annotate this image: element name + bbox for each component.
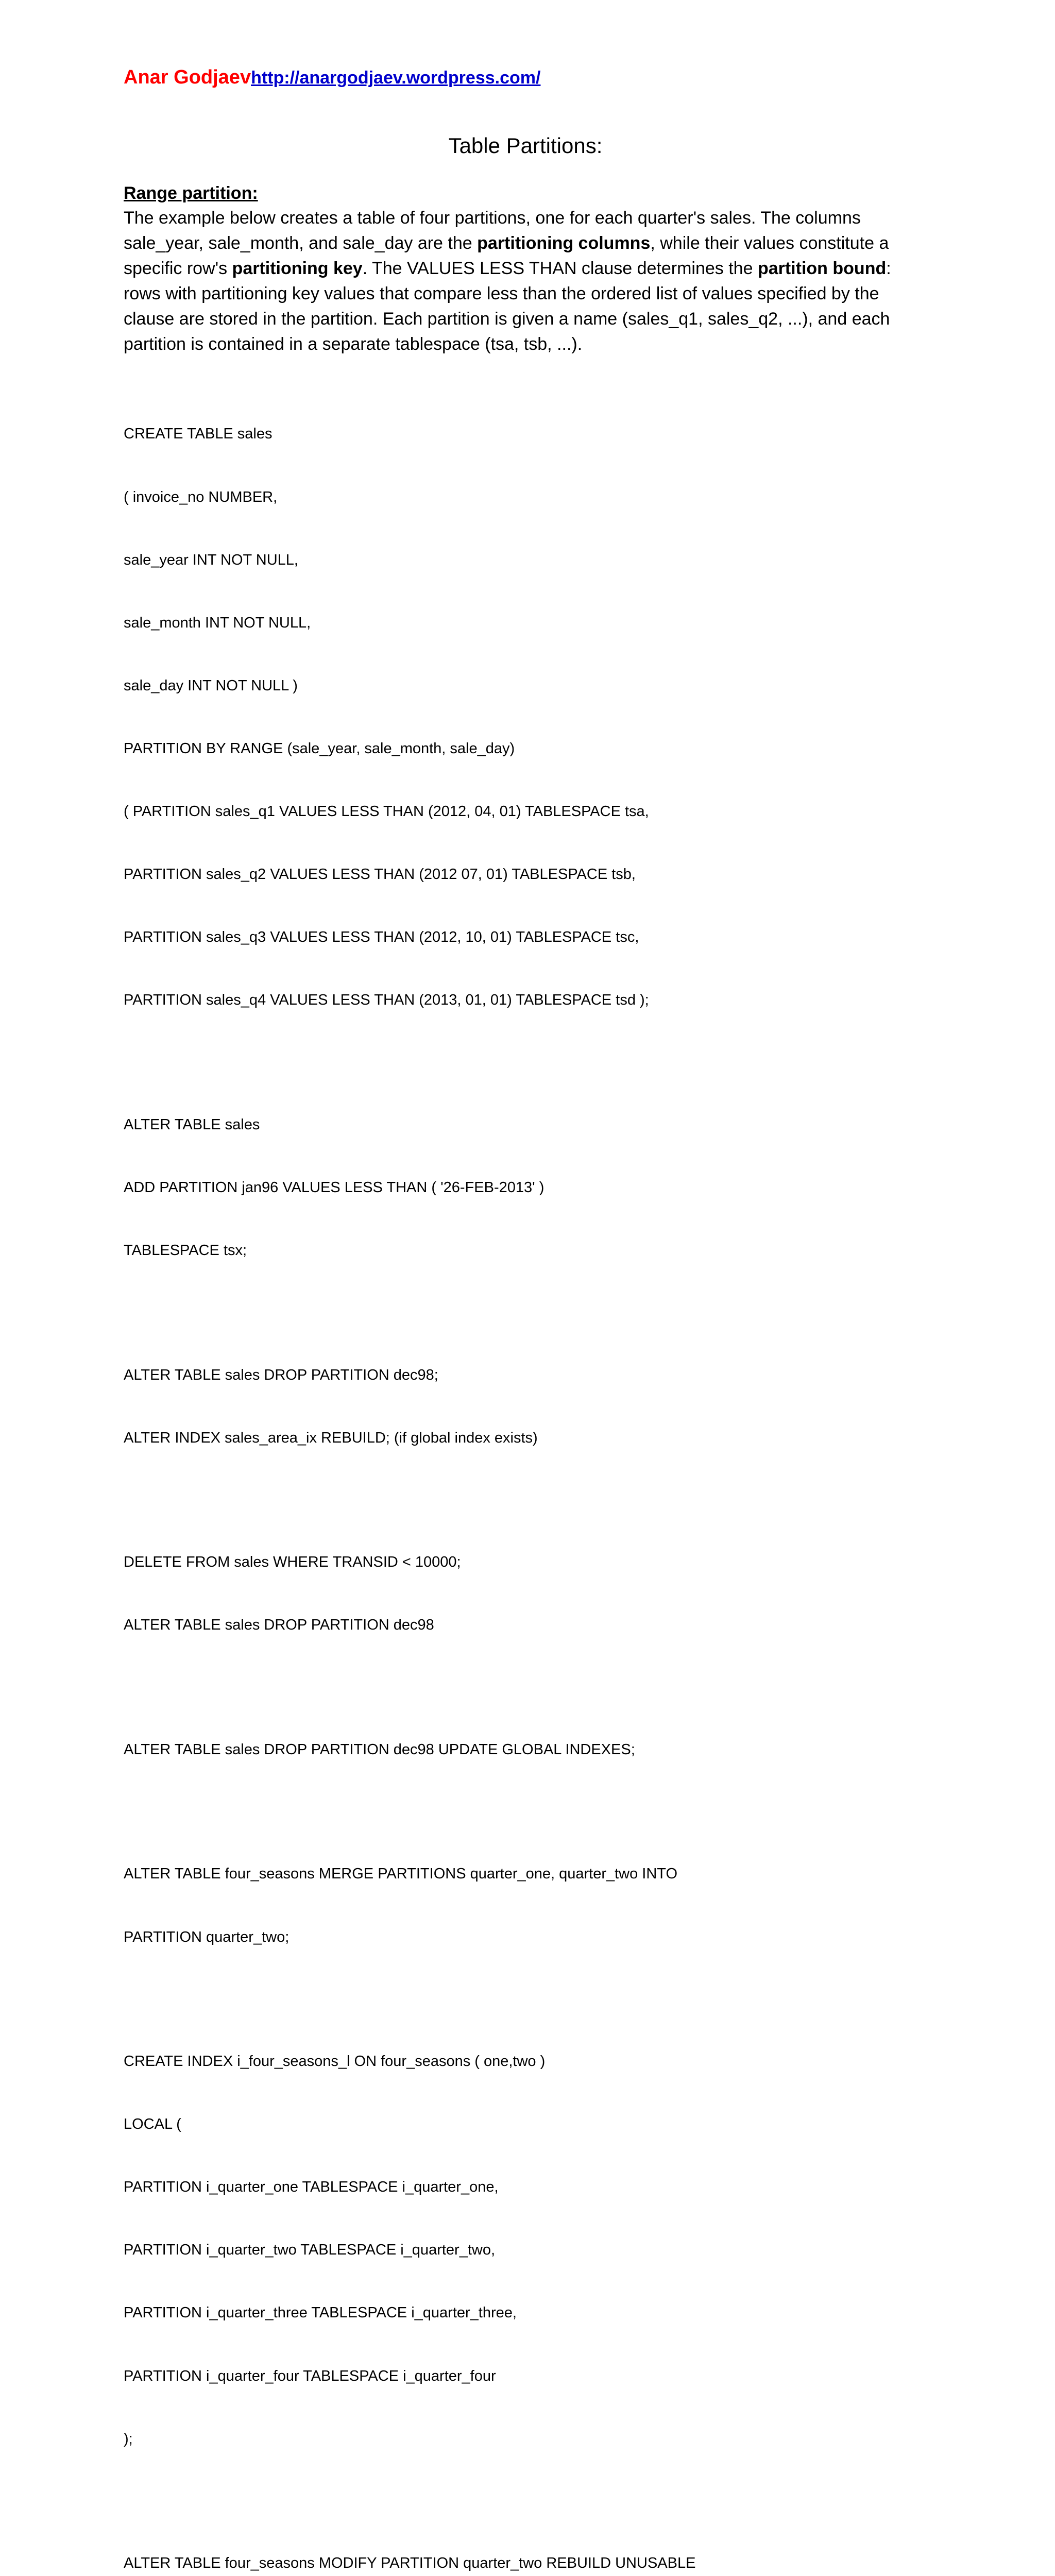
code-block-delete-drop: [124, 1510, 927, 1678]
term-partitioning-key: partitioning key: [232, 259, 363, 278]
section-heading: Range partition:: [124, 183, 258, 203]
code-block-merge-partitions: [124, 1822, 927, 1990]
code-line: PARTITION i_quarter_four TABLESPACE i_quarter_four: [124, 2367, 496, 2384]
code-line: ALTER TABLE sales DROP PARTITION dec98 UPDATE GLOBAL INDEXES;: [124, 1741, 635, 1758]
code-line: sale_month INT NOT NULL,: [124, 614, 311, 631]
code-line: sale_year INT NOT NULL,: [124, 551, 298, 568]
code-line: );: [124, 2430, 133, 2447]
intro-text: : rows with partitioning key values that compare less than the ordered list of values specified by the clause are stored in the partition. Each partition is given a name (sales_q1, sales_q2, ...), and each partition is contained in a separate tablespace (tsa, tsb, ...).: [124, 259, 891, 354]
code-line: ADD PARTITION jan96 VALUES LESS THAN ( '26-FEB-2013' ): [124, 1179, 544, 1196]
code-line: sale_day INT NOT NULL ): [124, 677, 298, 694]
code-block-add-partition: [124, 1073, 927, 1303]
code-block-create-table: [124, 382, 927, 1053]
code-line: DELETE FROM sales WHERE TRANSID < 10000;: [124, 1554, 461, 1571]
code-line: PARTITION sales_q4 VALUES LESS THAN (2013, 01, 01) TABLESPACE tsd );: [124, 992, 649, 1009]
code-line: LOCAL (: [124, 2116, 181, 2133]
code-block-modify-partition: [124, 2511, 927, 2576]
code-line: ALTER TABLE sales DROP PARTITION dec98;: [124, 1366, 438, 1383]
header: [124, 62, 927, 93]
document-page: [124, 62, 927, 2576]
code-line: PARTITION i_quarter_two TABLESPACE i_quarter_two,: [124, 2242, 496, 2259]
code-line: PARTITION BY RANGE (sale_year, sale_month, sale_day): [124, 740, 515, 757]
code-line: ( PARTITION sales_q1 VALUES LESS THAN (2012, 04, 01) TABLESPACE tsa,: [124, 803, 649, 820]
intro-text: . The VALUES LESS THAN clause determines the: [362, 259, 758, 278]
code-line: PARTITION sales_q2 VALUES LESS THAN (2012 07, 01) TABLESPACE tsb,: [124, 866, 636, 883]
blog-link[interactable]: http://anargodjaev.wordpress.com/: [251, 68, 541, 88]
code-line: PARTITION i_quarter_three TABLESPACE i_quarter_three,: [124, 2304, 517, 2321]
author-name: Anar Godjaev: [124, 66, 251, 88]
code-line: ALTER INDEX sales_area_ix REBUILD; (if global index exists): [124, 1429, 538, 1446]
code-line: ALTER TABLE sales: [124, 1116, 260, 1133]
page-title: Table Partitions:: [448, 133, 603, 158]
code-line: PARTITION quarter_two;: [124, 1928, 290, 1945]
intro-text: The example below creates a table of four partitions, one for each quarter's sales. The columns sale_year, sale_month, and sale_day are the: [124, 208, 861, 253]
code-line: TABLESPACE tsx;: [124, 1242, 247, 1259]
intro-paragraph: [124, 206, 927, 357]
code-line: PARTITION sales_q3 VALUES LESS THAN (2012, 10, 01) TABLESPACE tsc,: [124, 929, 639, 946]
code-line: ALTER TABLE sales DROP PARTITION dec98: [124, 1617, 434, 1634]
term-partition-bound: partition bound: [757, 259, 887, 278]
code-line: ALTER TABLE four_seasons MERGE PARTITIONS quarter_one, quarter_two INTO: [124, 1866, 678, 1883]
code-line: CREATE INDEX i_four_seasons_l ON four_seasons ( one,two ): [124, 2053, 546, 2070]
code-line: CREATE TABLE sales: [124, 426, 273, 443]
code-block-drop-partition: [124, 1323, 927, 1490]
code-block-create-index: [124, 2009, 927, 2492]
code-block-drop-update-indexes: [124, 1697, 927, 1802]
intro-text: , while their values constitute a specific row's: [124, 233, 889, 278]
code-line: PARTITION i_quarter_one TABLESPACE i_quarter_one,: [124, 2179, 499, 2196]
term-partitioning-columns: partitioning columns: [477, 233, 651, 253]
code-line: ALTER TABLE four_seasons MODIFY PARTITION quarter_two REBUILD UNUSABLE: [124, 2555, 696, 2572]
code-line: ( invoice_no NUMBER,: [124, 488, 278, 505]
